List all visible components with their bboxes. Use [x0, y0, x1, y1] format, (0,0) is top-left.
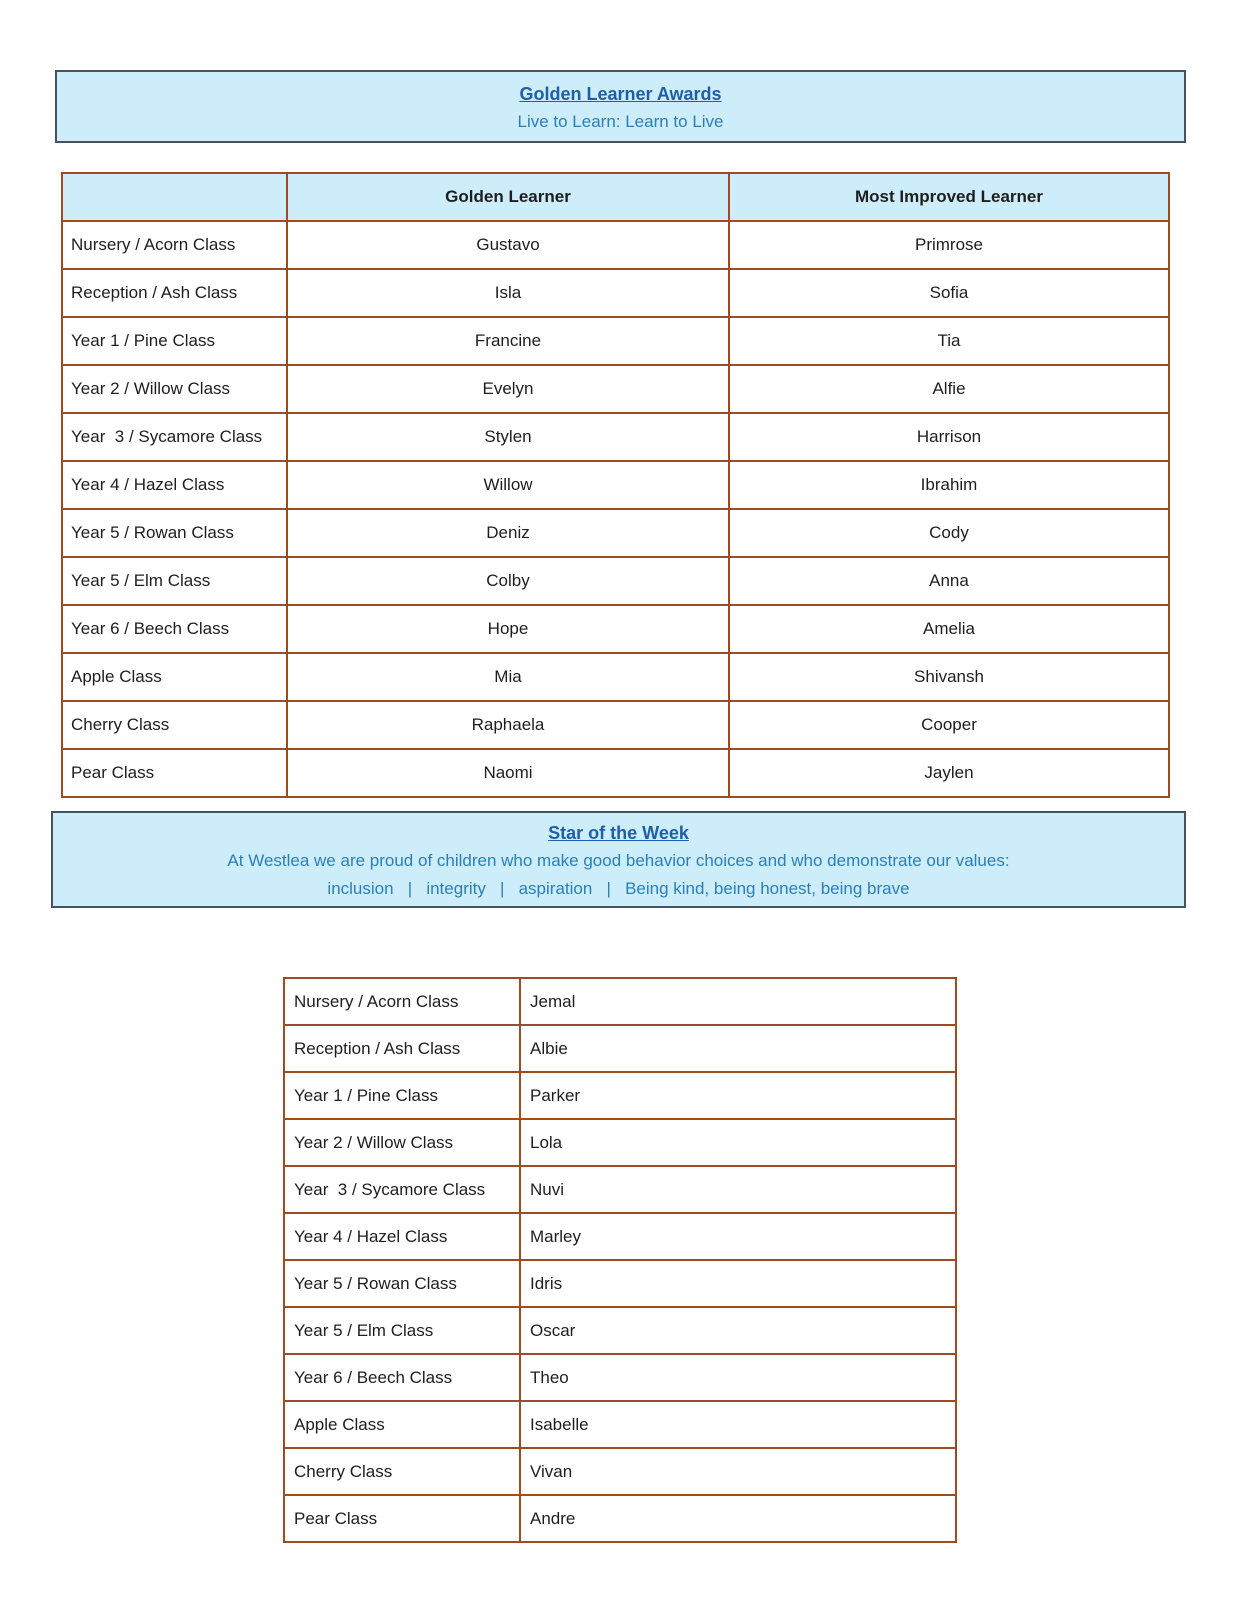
table-row — [62, 749, 1169, 797]
star-student-cell: Nuvi — [520, 1166, 956, 1213]
star-student-cell: Andre — [520, 1495, 956, 1542]
most-improved-cell: Cody — [729, 509, 1169, 557]
star-student-cell: Jemal — [520, 978, 956, 1025]
table-row — [62, 605, 1169, 653]
star-student-cell: Idris — [520, 1260, 956, 1307]
class-name-cell: Apple Class — [284, 1401, 520, 1448]
golden-learner-cell: Raphaela — [287, 701, 729, 749]
header-most-improved-learner: Most Improved Learner — [729, 173, 1169, 221]
table-row — [284, 1072, 956, 1119]
table-row — [284, 1307, 956, 1354]
most-improved-cell: Alfie — [729, 365, 1169, 413]
class-name-cell: Nursery / Acorn Class — [284, 978, 520, 1025]
star-of-the-week-description: At Westlea we are proud of children who make good behavior choices and who demonstrate our values: — [227, 851, 1010, 870]
class-name-cell: Cherry Class — [284, 1448, 520, 1495]
most-improved-cell: Primrose — [729, 221, 1169, 269]
golden-learner-awards-subtitle: Live to Learn: Learn to Live — [517, 112, 724, 131]
class-name-cell: Apple Class — [62, 653, 287, 701]
table-row — [284, 1448, 956, 1495]
golden-learner-cell: Willow — [287, 461, 729, 509]
most-improved-cell: Cooper — [729, 701, 1169, 749]
table-row — [62, 413, 1169, 461]
golden-learner-awards-title: Golden Learner Awards — [519, 84, 722, 104]
golden-learner-awards-banner — [55, 70, 1186, 143]
class-name-cell: Year 4 / Hazel Class — [284, 1213, 520, 1260]
table-row — [62, 557, 1169, 605]
star-student-cell: Parker — [520, 1072, 956, 1119]
table-row — [284, 1495, 956, 1542]
class-name-cell: Cherry Class — [62, 701, 287, 749]
class-name-cell: Year 5 / Rowan Class — [62, 509, 287, 557]
class-name-cell: Year 5 / Elm Class — [62, 557, 287, 605]
class-name-cell: Nursery / Acorn Class — [62, 221, 287, 269]
table-row — [284, 978, 956, 1025]
table-row — [62, 461, 1169, 509]
star-of-the-week-title: Star of the Week — [548, 823, 689, 843]
awards-table — [61, 172, 1170, 798]
star-of-the-week-values: inclusion | integrity | aspiration | Being kind, being honest, being brave — [327, 879, 910, 898]
class-name-cell: Year 1 / Pine Class — [62, 317, 287, 365]
table-row — [284, 1354, 956, 1401]
table-row — [284, 1166, 956, 1213]
golden-learner-cell: Evelyn — [287, 365, 729, 413]
star-student-cell: Oscar — [520, 1307, 956, 1354]
class-name-cell: Year 1 / Pine Class — [284, 1072, 520, 1119]
star-of-the-week-banner — [51, 811, 1186, 908]
golden-learner-cell: Colby — [287, 557, 729, 605]
table-row — [62, 509, 1169, 557]
class-name-cell: Year 2 / Willow Class — [284, 1119, 520, 1166]
star-student-cell: Theo — [520, 1354, 956, 1401]
class-name-cell: Pear Class — [284, 1495, 520, 1542]
most-improved-cell: Harrison — [729, 413, 1169, 461]
table-row — [284, 1213, 956, 1260]
class-name-cell: Year 4 / Hazel Class — [62, 461, 287, 509]
golden-learner-cell: Mia — [287, 653, 729, 701]
most-improved-cell: Jaylen — [729, 749, 1169, 797]
table-row — [62, 269, 1169, 317]
star-of-the-week-table — [283, 977, 957, 1543]
class-name-cell: Year 6 / Beech Class — [62, 605, 287, 653]
golden-learner-cell: Gustavo — [287, 221, 729, 269]
most-improved-cell: Amelia — [729, 605, 1169, 653]
header-empty-cell — [62, 173, 287, 221]
star-student-cell: Lola — [520, 1119, 956, 1166]
class-name-cell: Year 5 / Rowan Class — [284, 1260, 520, 1307]
class-name-cell: Reception / Ash Class — [62, 269, 287, 317]
golden-learner-cell: Naomi — [287, 749, 729, 797]
table-row — [284, 1260, 956, 1307]
table-row — [62, 653, 1169, 701]
class-name-cell: Year 2 / Willow Class — [62, 365, 287, 413]
golden-learner-cell: Deniz — [287, 509, 729, 557]
class-name-cell: Year 3 / Sycamore Class — [62, 413, 287, 461]
awards-table-header-row — [62, 173, 1169, 221]
table-row — [284, 1025, 956, 1072]
most-improved-cell: Shivansh — [729, 653, 1169, 701]
golden-learner-cell: Hope — [287, 605, 729, 653]
table-row — [62, 317, 1169, 365]
most-improved-cell: Ibrahim — [729, 461, 1169, 509]
golden-learner-cell: Stylen — [287, 413, 729, 461]
class-name-cell: Pear Class — [62, 749, 287, 797]
most-improved-cell: Sofia — [729, 269, 1169, 317]
star-student-cell: Vivan — [520, 1448, 956, 1495]
most-improved-cell: Anna — [729, 557, 1169, 605]
class-name-cell: Year 5 / Elm Class — [284, 1307, 520, 1354]
golden-learner-cell: Francine — [287, 317, 729, 365]
class-name-cell: Year 3 / Sycamore Class — [284, 1166, 520, 1213]
most-improved-cell: Tia — [729, 317, 1169, 365]
table-row — [284, 1401, 956, 1448]
class-name-cell: Year 6 / Beech Class — [284, 1354, 520, 1401]
star-student-cell: Albie — [520, 1025, 956, 1072]
table-row — [284, 1119, 956, 1166]
star-student-cell: Marley — [520, 1213, 956, 1260]
table-row — [62, 701, 1169, 749]
class-name-cell: Reception / Ash Class — [284, 1025, 520, 1072]
table-row — [62, 221, 1169, 269]
header-golden-learner: Golden Learner — [287, 173, 729, 221]
golden-learner-cell: Isla — [287, 269, 729, 317]
table-row — [62, 365, 1169, 413]
star-student-cell: Isabelle — [520, 1401, 956, 1448]
